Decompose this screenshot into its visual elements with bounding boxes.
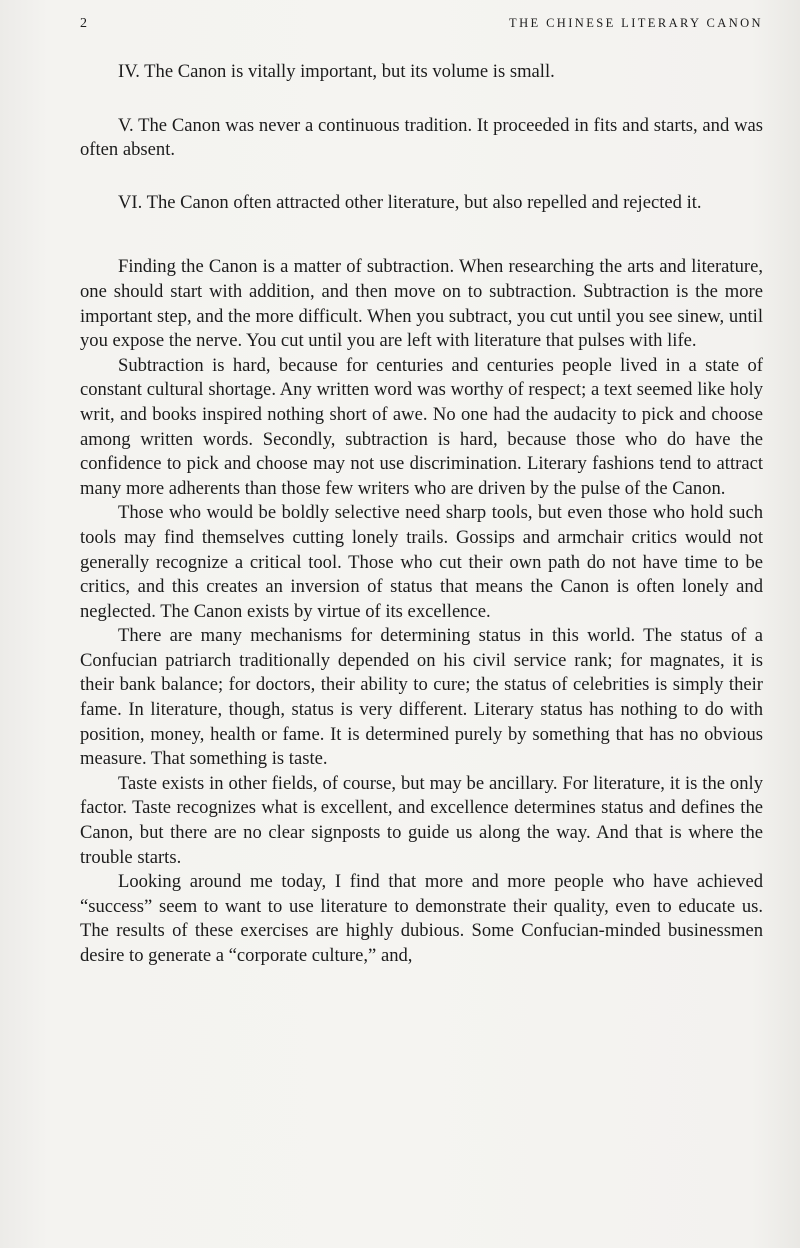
- paragraph: Looking around me today, I find that more and more people who have achieved “success” seem to want to use literature to demonstrate their quality, even to educate us. The results of these exercises are highly dubious. Some Confucian-minded businessmen desire to generate a “corporate culture,” and,: [80, 871, 763, 966]
- canon-point-vi: VI. The Canon often attracted other literature, but also repelled and rejected it.: [118, 191, 702, 213]
- running-head: [80, 16, 763, 36]
- canon-point-v: V. The Canon was never a continuous tradition. It proceeded in fits and starts, and was often absent.: [80, 114, 763, 161]
- body-text: [80, 60, 763, 969]
- page-number: 2: [80, 16, 87, 31]
- canon-point-iv: IV. The Canon is vitally important, but its volume is small.: [118, 61, 555, 82]
- paragraph: Taste exists in other fields, of course, but may be ancillary. For literature, it is the only factor. Taste recognizes what is excellent, and excellence determines status and defines the Canon, but there are no clear signposts to guide us along the way. And that is where the trouble starts.: [80, 772, 763, 868]
- running-title: THE CHINESE LITERARY CANON: [509, 16, 763, 30]
- paragraph: Finding the Canon is a matter of subtraction. When researching the arts and literature, one should start with addition, and then move on to subtraction. Subtraction is the more important step, and the more difficult. When you subtract, you cut until you see sinew, until you expose the nerve. You cut until you are left with literature that pulses with life.: [80, 256, 763, 352]
- paragraph: Those who would be boldly selective need sharp tools, but even those who hold such tools may find themselves cutting lonely trails. Gossips and armchair critics would not generally recognize a critical tool. Those who cut their own path do not have time to be critics, and this creates an inversion of status that means the Canon is often lonely and neglected. The Canon exists by virtue of its excellence.: [80, 502, 763, 622]
- paragraph: Subtraction is hard, because for centuries and centuries people lived in a state of constant cultural shortage. Any written word was worthy of respect; a text seemed like holy writ, and books inspired nothing short of awe. No one had the audacity to pick and choose among written words. Secondly, subtraction is hard, because those who do have the confidence to pick and choose may not use discrimination. Literary fashions tend to attract many more adherents than those few writers who are driven by the pulse of the Canon.: [80, 354, 763, 499]
- paragraph: There are many mechanisms for determining status in this world. The status of a Confucian patriarch traditionally depended on his civil service rank; for magnates, it is their bank balance; for doctors, their ability to cure; the status of celebrities is simply their fame. In literature, though, status is very different. Literary status has nothing to do with position, money, health or fame. It is determined purely by something that has no obvious measure. That something is taste.: [80, 625, 763, 770]
